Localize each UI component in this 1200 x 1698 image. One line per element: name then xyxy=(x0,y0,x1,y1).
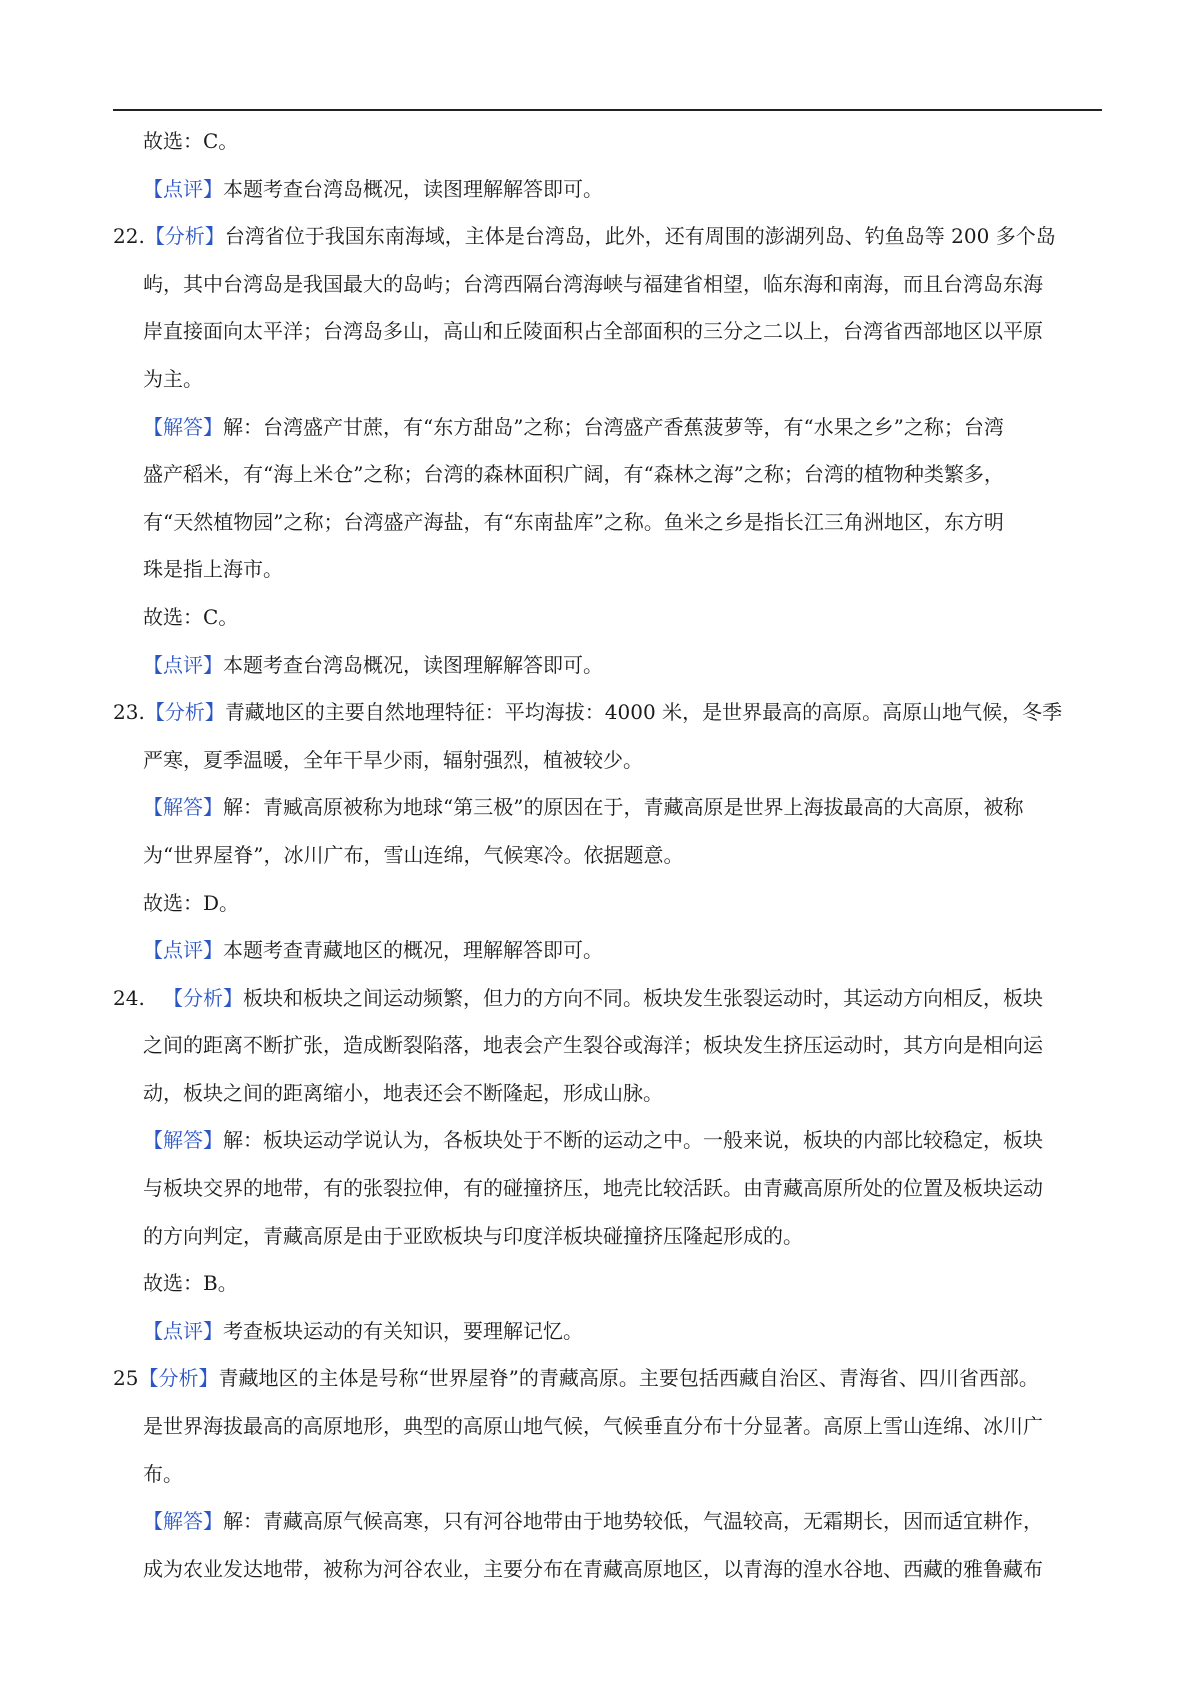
q22-solution-line-3: 有“天然植物园”之称；台湾盛产海盐，有“东南盐库”之称。鱼米之乡是指长江三角洲地区，东方明 xyxy=(143,509,1004,534)
q24-analysis-line-2: 之间的距离不断扩张，造成断裂陷落，地表会产生裂谷或海洋；板块发生挤压运动时，其方向是相向运 xyxy=(143,1033,1043,1058)
q23-analysis-line-2: 严寒，夏季温暖，全年干旱少雨，辐射强烈，植被较少。 xyxy=(143,747,643,772)
question-number: 25 xyxy=(113,1366,139,1391)
q25-solution-line-2: 成为农业发达地带，被称为河谷农业，主要分布在青藏高原地区，以青海的湟水谷地、西藏的雅鲁藏布 xyxy=(143,1556,1043,1581)
q25-analysis-line-3: 布。 xyxy=(143,1461,183,1486)
comment-tag: 【点评】 xyxy=(143,938,223,963)
question-number: 23. xyxy=(113,700,145,725)
analysis-tag: 【分析】 xyxy=(144,224,225,249)
solution-tag: 【解答】 xyxy=(143,1509,223,1534)
q24-solution-line-3: 的方向判定，青藏高原是由于亚欧板块与印度洋板块碰撞挤压隆起形成的。 xyxy=(143,1223,803,1248)
analysis-tag: 【分析】 xyxy=(163,985,243,1010)
q24-analysis-line-1: 24. 【分析】板块和板块之间运动频繁，但力的方向不同。板块发生张裂运动时，其运动方向相反，板块 xyxy=(113,975,1103,1023)
q23-solution-line-2: 为“世界屋脊”，冰川广布，雪山连绵，气候寒冷。依据题意。 xyxy=(143,842,684,867)
q24-analysis-line-3: 动，板块之间的距离缩小，地表还会不断隆起，形成山脉。 xyxy=(143,1080,663,1105)
q24-solution-line-1: 【解答】解：板块运动学说认为，各板块处于不断的运动之中。一般来说，板块的内部比较稳定，板块 xyxy=(143,1128,1043,1153)
q22-analysis-line-1: 22.【分析】台湾省位于我国东南海域，主体是台湾岛，此外，还有周围的澎湖列岛、钓鱼岛等 200 多个岛 xyxy=(113,213,1103,261)
q23-comment: 【点评】本题考查青藏地区的概况，理解解答即可。 xyxy=(143,938,603,963)
q25-analysis-line-2: 是世界海拔最高的高原地形，典型的高原山地气候，气候垂直分布十分显著。高原上雪山连绵、冰川广 xyxy=(143,1414,1043,1439)
solution-tag: 【解答】 xyxy=(143,795,223,820)
q22-analysis-line-4: 为主。 xyxy=(143,366,203,391)
q23-analysis-line-1: 23.【分析】青藏地区的主要自然地理特征：平均海拔：4000 米，是世界最高的高原。高原山地气候，冬季 xyxy=(113,689,1103,737)
q23-solution-line-1: 【解答】解：青臧高原被称为地球“第三极”的原因在于，青藏高原是世界上海拔最高的大高原，被称 xyxy=(143,795,1024,820)
q25-analysis-line-1: 25【分析】青藏地区的主体是号称“世界屋脊”的青藏高原。主要包括西藏自治区、青海省、四川省西部。 xyxy=(113,1355,1103,1403)
q24-comment: 【点评】考查板块运动的有关知识，要理解记忆。 xyxy=(143,1318,583,1343)
q23-answer: 故选：D。 xyxy=(143,890,240,915)
q24-solution-line-2: 与板块交界的地带，有的张裂拉伸，有的碰撞挤压，地壳比较活跃。由青藏高原所处的位置及板块运动 xyxy=(143,1176,1043,1201)
document-body xyxy=(113,118,1103,1593)
q22-analysis-line-2: 屿，其中台湾岛是我国最大的岛屿；台湾西隔台湾海峡与福建省相望，临东海和南海，而且台湾岛东海 xyxy=(143,271,1043,296)
solution-tag: 【解答】 xyxy=(143,1128,223,1153)
analysis-tag: 【分析】 xyxy=(138,1366,219,1391)
q22-solution-line-1: 【解答】解：台湾盛产甘蔗，有“东方甜岛”之称；台湾盛产香蕉菠萝等，有“水果之乡”之称；台湾 xyxy=(143,414,1004,439)
q21-answer: 故选：C。 xyxy=(143,129,239,153)
q22-solution-line-4: 珠是指上海市。 xyxy=(143,557,283,582)
q24-answer: 故选：B。 xyxy=(143,1271,238,1296)
q22-solution-line-2: 盛产稻米，有“海上米仓”之称；台湾的森林面积广阔，有“森林之海”之称；台湾的植物种类繁多， xyxy=(143,462,1004,487)
q22-answer: 故选：C。 xyxy=(143,604,239,629)
q25-solution-line-1: 【解答】解：青藏高原气候高寒，只有河谷地带由于地势较低，气温较高，无霜期长，因而适宜耕作， xyxy=(143,1509,1043,1534)
header-rule xyxy=(113,109,1102,111)
comment-tag: 【点评】 xyxy=(143,1318,223,1343)
question-number: 22. xyxy=(113,224,145,249)
q22-analysis-line-3: 岸直接面向太平洋；台湾岛多山，高山和丘陵面积占全部面积的三分之二以上，台湾省西部地区以平原 xyxy=(143,319,1043,344)
analysis-tag: 【分析】 xyxy=(144,700,225,725)
q22-comment: 【点评】本题考查台湾岛概况，读图理解解答即可。 xyxy=(143,652,603,677)
q21-comment: 【点评】本题考查台湾岛概况，读图理解解答即可。 xyxy=(143,176,603,201)
solution-tag: 【解答】 xyxy=(143,414,223,439)
question-number: 24. xyxy=(113,985,145,1010)
comment-tag: 【点评】 xyxy=(143,176,223,201)
comment-tag: 【点评】 xyxy=(143,652,223,677)
